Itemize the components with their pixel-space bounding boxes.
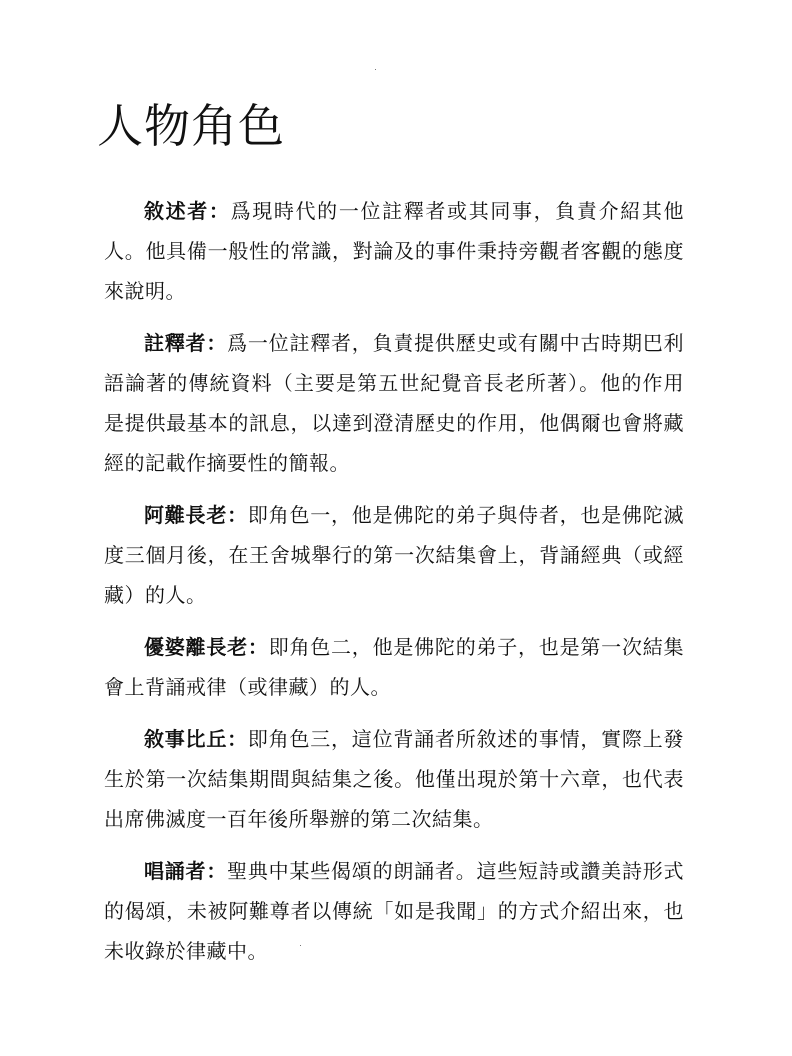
character-description: 即角色一，他是佛陀的弟子與侍者，也是佛陀滅度三個月後，在王舍城舉行的第一次結集會上，背誦經典（或經藏）的人。 <box>104 503 685 607</box>
character-description: 即角色二，他是佛陀的弟子，也是第一次結集會上背誦戒律（或律藏）的人。 <box>104 635 685 699</box>
page-title: 人物角色 <box>97 99 285 153</box>
scan-speck <box>375 69 376 70</box>
character-entry-narrating-monk <box>104 719 684 839</box>
character-description: 即角色三，這位背誦者所敘述的事情，實際上發生於第一次結集期間與結集之後。他僅出現於第十六章，也代表出席佛滅度一百年後所舉辦的第二次結集。 <box>104 727 685 831</box>
character-term: 阿難長老： <box>144 503 248 527</box>
character-entry-commentator <box>104 323 684 483</box>
character-entry-upali <box>104 627 684 707</box>
character-term: 敘述者： <box>144 199 231 223</box>
character-description: 爲一位註釋者，負責提供歷史或有關中古時期巴利語論著的傳統資料（主要是第五世紀覺音長老所著）。他的作用是提供最基本的訊息，以達到澄清歷史的作用，他偶爾也會將藏經的記載作摘要性的簡報。 <box>104 331 685 475</box>
character-entry-narrator <box>104 191 684 311</box>
character-entry-chanter <box>104 851 684 971</box>
character-term: 敘事比丘： <box>144 727 248 751</box>
character-term: 註釋者： <box>144 331 228 355</box>
character-list <box>104 191 684 983</box>
character-description: 聖典中某些偈頌的朗誦者。這些短詩或讚美詩形式的偈頌，未被阿難尊者以傳統「如是我聞」的方式介紹出來，也未收錄於律藏中。 <box>104 859 685 963</box>
character-description: 爲現時代的一位註釋者或其同事，負責介紹其他人。他具備一般性的常識，對論及的事件秉持旁觀者客觀的態度來說明。 <box>104 199 685 303</box>
character-term: 優婆離長老： <box>144 635 269 659</box>
scan-speck <box>300 945 301 946</box>
character-entry-ananda <box>104 495 684 615</box>
character-term: 唱誦者： <box>144 859 228 883</box>
